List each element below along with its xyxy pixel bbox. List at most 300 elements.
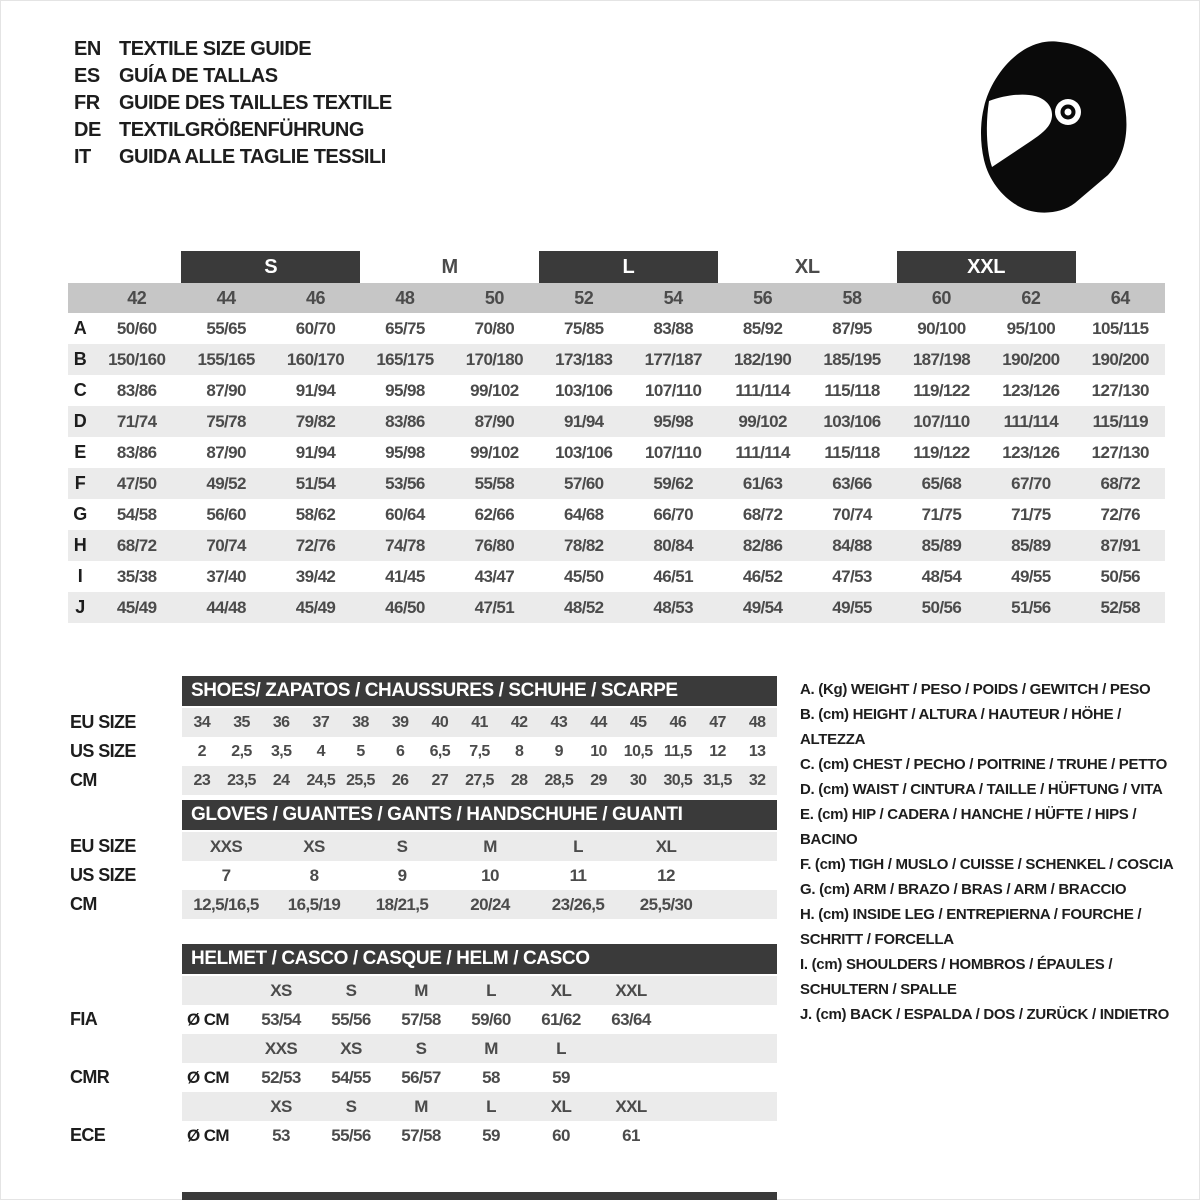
cm-size-cell: 31,5 xyxy=(703,771,732,789)
size-cell: 111/114 xyxy=(986,406,1075,437)
size-column-header: 46 xyxy=(271,283,360,313)
size-cell: 48/52 xyxy=(539,592,628,623)
header-spacer xyxy=(70,676,182,708)
us-size-cell: 6,5 xyxy=(429,742,451,760)
gloves-row-labels xyxy=(70,800,182,919)
size-cell: 91/94 xyxy=(539,406,628,437)
size-band-s: S xyxy=(181,251,360,283)
eu-size-cell: M xyxy=(483,836,497,856)
language-row xyxy=(74,36,392,63)
helmet-size-cell: S xyxy=(345,1096,357,1116)
row-letter: A xyxy=(73,318,87,338)
helmet-size-cell: M xyxy=(414,980,428,1000)
size-cell: 70/80 xyxy=(474,318,515,338)
legend-item: E. (cm) HIP / CADERA / HANCHE / HÜFTE / HIPS / BACINO xyxy=(800,806,1137,848)
legend-item: B. (cm) HEIGHT / ALTURA / HAUTEUR / HÖHE / ALTEZZA xyxy=(800,706,1122,748)
size-cell: 103/106 xyxy=(555,380,613,400)
size-cell: 111/114 xyxy=(735,380,790,400)
size-cell: 87/95 xyxy=(832,318,872,338)
cm-size-row xyxy=(182,890,777,919)
size-cell: 41/45 xyxy=(385,566,425,586)
helmet-standard-label: ECE xyxy=(70,1125,106,1145)
cm-size-cell: 24 xyxy=(272,771,290,789)
helmet-value-row xyxy=(182,1121,777,1150)
helmet-header: HELMET / CASCO / CASQUE / HELM / CASCO xyxy=(182,944,777,974)
size-cell: 46/51 xyxy=(653,566,693,586)
row-letter: G xyxy=(73,504,87,524)
size-cell: 127/130 xyxy=(1091,442,1149,462)
us-size-cell: 2,5 xyxy=(231,742,252,760)
size-band-m: M xyxy=(441,255,458,278)
size-cell: 107/110 xyxy=(645,442,702,462)
size-column-header: 42 xyxy=(92,283,181,313)
size-cell: 55/65 xyxy=(206,318,246,338)
helmet-value-cell: 63/64 xyxy=(611,1009,651,1029)
size-cell: 43/47 xyxy=(474,566,515,586)
us-size-cell: 10 xyxy=(590,742,607,760)
size-cell: 85/92 xyxy=(742,318,783,338)
row-letter: E xyxy=(74,442,86,462)
helmet-value-cell: 59/60 xyxy=(471,1009,511,1029)
us-size-cell: 10 xyxy=(481,865,499,885)
size-column-header: 44 xyxy=(181,283,270,313)
language-code: IT xyxy=(74,146,91,168)
row-label: CM xyxy=(70,770,97,790)
eu-size-cell: 40 xyxy=(431,713,449,731)
size-cell: 53/56 xyxy=(360,468,449,499)
size-column-header: 62 xyxy=(986,283,1075,313)
size-cell: 119/122 xyxy=(913,442,970,462)
helmet-section xyxy=(70,944,777,1150)
size-cell: 48/53 xyxy=(628,592,717,623)
main-size-table xyxy=(68,251,1165,623)
helmet-value-cell: 53/54 xyxy=(261,1009,301,1029)
size-cell: 187/198 xyxy=(897,344,986,375)
us-size-cell: 12 xyxy=(709,742,726,760)
eu-size-cell: 48 xyxy=(748,713,766,731)
helmet-size-cell: L xyxy=(486,1096,496,1116)
size-cell: 71/75 xyxy=(921,504,962,524)
us-size-cell: 7,5 xyxy=(469,742,490,760)
size-cell: 105/115 xyxy=(1092,318,1149,338)
size-cell: 72/76 xyxy=(271,530,360,561)
eu-size-cell: XS xyxy=(303,836,325,856)
cm-size-cell: 25,5/30 xyxy=(639,894,693,914)
spacer-label xyxy=(70,1034,182,1063)
size-cell: 111/114 xyxy=(735,442,790,462)
size-cell: 51/56 xyxy=(986,592,1075,623)
legend-item: A. (Kg) WEIGHT / PESO / POIDS / GEWITCH / PESO xyxy=(800,681,1151,698)
legend-item: H. (cm) INSIDE LEG / ENTREPIERNA / FOURCHE / SCHRITT / FORCELLA xyxy=(800,906,1142,948)
size-cell: 65/75 xyxy=(385,318,425,338)
us-size-cell: 4 xyxy=(316,742,325,760)
size-cell: 75/85 xyxy=(564,318,604,338)
eu-size-cell: 42 xyxy=(510,713,528,731)
eu-size-cell: 36 xyxy=(272,713,290,731)
legend-item: C. (cm) CHEST / PECHO / POITRINE / TRUHE / PETTO xyxy=(800,756,1168,773)
us-size-cell: 5 xyxy=(356,742,365,760)
eu-size-cell: L xyxy=(573,836,583,856)
cm-size-cell: 23,5 xyxy=(227,771,256,789)
row-letter: F xyxy=(68,468,92,499)
language-row xyxy=(74,63,392,90)
size-cell: 185/195 xyxy=(807,344,896,375)
helmet-size-cell: XXL xyxy=(615,1096,647,1116)
cm-size-cell: 16,5/19 xyxy=(287,894,341,914)
language-title: GUIDE DES TAILLES TEXTILE xyxy=(119,92,392,114)
size-cell: 123/126 xyxy=(1002,380,1060,400)
helmet-value-cell: 59 xyxy=(552,1067,570,1087)
legend-item: F. (cm) TIGH / MUSLO / CUISSE / SCHENKEL / COSCIA xyxy=(800,856,1174,873)
size-cell: 70/74 xyxy=(832,504,872,524)
size-cell: 46/52 xyxy=(742,566,783,586)
language-row xyxy=(74,144,392,171)
cm-size-cell: 18/21,5 xyxy=(375,894,429,914)
size-cell: 182/190 xyxy=(718,344,807,375)
size-column-header: 56 xyxy=(718,283,807,313)
helmet-size-cell: XXS xyxy=(264,1038,298,1058)
us-size-cell: 10,5 xyxy=(623,742,653,760)
cm-size-cell: 30 xyxy=(629,771,647,789)
size-band-xxl: XXL xyxy=(897,251,1076,283)
size-column-header: 64 xyxy=(1076,283,1165,313)
cm-size-cell: 24,5 xyxy=(306,771,336,789)
size-cell: 68/72 xyxy=(742,504,783,524)
size-cell: 87/90 xyxy=(206,380,246,400)
eu-size-cell: 34 xyxy=(193,713,211,731)
legend-item: D. (cm) WAIST / CINTURA / TAILLE / HÜFTUNG / VITA xyxy=(800,781,1163,798)
size-cell: 80/84 xyxy=(628,530,717,561)
size-cell: 57/60 xyxy=(539,468,628,499)
size-cell: 87/91 xyxy=(1076,530,1165,561)
helmet-value-cell: 55/56 xyxy=(331,1009,371,1029)
size-cell: 95/98 xyxy=(628,406,717,437)
eu-size-cell: 44 xyxy=(590,713,607,731)
cropped-next-section-bar xyxy=(182,1192,777,1200)
size-cell: 90/100 xyxy=(917,318,966,338)
helmet-size-cell: S xyxy=(345,980,357,1000)
us-size-cell: 11 xyxy=(569,865,587,885)
us-size-cell: 9 xyxy=(554,742,563,760)
size-cell: 46/50 xyxy=(360,592,449,623)
helmet-size-row xyxy=(182,1092,777,1121)
size-cell: 76/80 xyxy=(450,530,539,561)
helmet-value-cell: 57/58 xyxy=(401,1125,441,1145)
size-cell: 67/70 xyxy=(986,468,1075,499)
us-size-cell: 12 xyxy=(657,865,675,885)
eu-size-cell: XL xyxy=(655,836,677,856)
size-cell: 173/183 xyxy=(539,344,628,375)
cm-size-cell: 30,5 xyxy=(663,771,693,789)
size-cell: 68/72 xyxy=(92,530,181,561)
size-cell: 115/118 xyxy=(824,442,880,462)
helmet-size-cell: M xyxy=(484,1038,498,1058)
shoes-row-labels xyxy=(70,676,182,795)
cm-size-cell: 25,5 xyxy=(346,771,375,789)
size-cell: 95/98 xyxy=(385,442,425,462)
size-cell: 83/86 xyxy=(116,442,157,462)
size-cell: 71/74 xyxy=(92,406,181,437)
us-size-cell: 6 xyxy=(396,742,405,760)
eu-size-cell: 41 xyxy=(471,713,488,731)
row-label: CM xyxy=(70,894,97,914)
spacer-label xyxy=(70,976,182,1005)
size-cell: 83/86 xyxy=(116,380,157,400)
language-code: ES xyxy=(74,65,100,87)
size-cell: 44/48 xyxy=(181,592,270,623)
size-cell: 115/118 xyxy=(824,380,880,400)
row-letter: H xyxy=(68,530,92,561)
size-cell: 150/160 xyxy=(92,344,181,375)
helmet-value-cell: 60 xyxy=(552,1125,570,1145)
gloves-header: GLOVES / GUANTES / GANTS / HANDSCHUHE / GUANTI xyxy=(182,800,777,830)
helmet-size-row xyxy=(182,976,777,1005)
diameter-cm-label: Ø CM xyxy=(187,1125,229,1145)
size-cell: 95/98 xyxy=(385,380,425,400)
cm-size-cell: 26 xyxy=(391,771,409,789)
cm-size-cell: 12,5/16,5 xyxy=(193,894,259,914)
eu-size-cell: 39 xyxy=(391,713,409,731)
helmet-value-cell: 56/57 xyxy=(401,1067,441,1087)
size-cell: 83/88 xyxy=(653,318,693,338)
helmet-size-cell: M xyxy=(414,1096,428,1116)
gloves-table xyxy=(182,800,777,919)
eu-size-row xyxy=(182,832,777,861)
eu-size-cell: 35 xyxy=(233,713,250,731)
size-cell: 103/106 xyxy=(807,406,896,437)
size-cell: 58/62 xyxy=(295,504,336,524)
helmet-size-cell: L xyxy=(556,1038,566,1058)
size-cell: 45/49 xyxy=(92,592,181,623)
size-cell: 155/165 xyxy=(181,344,270,375)
size-cell: 45/50 xyxy=(564,566,604,586)
cm-size-cell: 27,5 xyxy=(465,771,494,789)
row-letter: B xyxy=(68,344,92,375)
size-cell: 123/126 xyxy=(1002,442,1060,462)
helmet-size-cell: XL xyxy=(550,980,572,1000)
size-cell: 91/94 xyxy=(295,442,336,462)
size-cell: 84/88 xyxy=(807,530,896,561)
size-cell: 99/102 xyxy=(718,406,807,437)
eu-size-cell: 46 xyxy=(669,713,687,731)
size-cell: 64/68 xyxy=(564,504,604,524)
size-cell: 95/100 xyxy=(1006,318,1056,338)
gloves-section xyxy=(70,800,777,919)
size-cell: 85/89 xyxy=(897,530,986,561)
diameter-cm-label: Ø CM xyxy=(187,1067,229,1087)
size-column-header: 50 xyxy=(450,283,539,313)
helmet-value-cell: 58 xyxy=(482,1067,500,1087)
size-cell: 82/86 xyxy=(718,530,807,561)
band-corner xyxy=(68,283,92,313)
helmet-size-cell: XS xyxy=(270,980,292,1000)
row-label: US SIZE xyxy=(70,865,136,885)
language-title: GUÍA DE TALLAS xyxy=(119,65,278,87)
language-title: TEXTILE SIZE GUIDE xyxy=(119,38,312,60)
eu-size-cell: 37 xyxy=(312,713,330,731)
size-column-header: 60 xyxy=(897,283,986,313)
header-spacer xyxy=(70,944,182,976)
eu-size-cell: 45 xyxy=(629,713,647,731)
helmet-row-labels xyxy=(70,944,182,1150)
us-size-cell: 11,5 xyxy=(663,742,692,760)
size-cell: 66/70 xyxy=(653,504,693,524)
size-cell: 107/110 xyxy=(645,380,702,400)
size-cell: 99/102 xyxy=(470,442,519,462)
helmet-standard-label: FIA xyxy=(70,1009,98,1029)
cm-size-cell: 23/26,5 xyxy=(551,894,605,914)
spacer-label xyxy=(70,1092,182,1121)
helmet-size-cell: XS xyxy=(270,1096,292,1116)
size-cell: 63/66 xyxy=(807,468,896,499)
size-cell: 62/66 xyxy=(474,504,515,524)
size-cell: 50/60 xyxy=(116,318,157,338)
language-code: FR xyxy=(74,92,100,114)
measurement-legend xyxy=(800,677,1188,1027)
size-cell: 74/78 xyxy=(360,530,449,561)
cm-size-cell: 32 xyxy=(748,771,766,789)
size-cell: 71/75 xyxy=(1011,504,1051,524)
cm-size-cell: 20/24 xyxy=(470,894,510,914)
size-cell: 79/82 xyxy=(271,406,360,437)
size-cell: 51/54 xyxy=(271,468,360,499)
size-cell: 61/63 xyxy=(718,468,807,499)
size-cell: 47/51 xyxy=(450,592,539,623)
legend-item: I. (cm) SHOULDERS / HOMBROS / ÉPAULES / SCHULTERN / SPALLE xyxy=(800,956,1113,998)
us-size-cell: 2 xyxy=(197,742,206,760)
helmet-value-cell: 57/58 xyxy=(401,1009,441,1029)
header-spacer xyxy=(70,800,182,832)
eu-size-cell: XXS xyxy=(209,836,243,856)
us-size-cell: 13 xyxy=(748,742,766,760)
language-title: TEXTILGRÖßENFÜHRUNG xyxy=(119,119,364,141)
helmet-value-row xyxy=(182,1063,777,1092)
size-cell: 103/106 xyxy=(555,442,613,462)
us-size-cell: 7 xyxy=(221,865,231,885)
size-cell: 54/58 xyxy=(116,504,157,524)
size-cell: 37/40 xyxy=(206,566,246,586)
us-size-cell: 8 xyxy=(309,865,319,885)
us-size-cell: 9 xyxy=(397,865,407,885)
size-cell: 49/54 xyxy=(718,592,807,623)
size-column-header: 52 xyxy=(539,283,628,313)
helmet-value-cell: 61/62 xyxy=(541,1009,581,1029)
helmet-size-cell: XL xyxy=(550,1096,572,1116)
helmet-size-cell: XXL xyxy=(615,980,647,1000)
cm-size-cell: 23 xyxy=(193,771,211,789)
legend-item: G. (cm) ARM / BRAZO / BRAS / ARM / BRACCIO xyxy=(800,881,1127,898)
size-cell: 47/50 xyxy=(92,468,181,499)
row-label: EU SIZE xyxy=(70,836,136,856)
size-cell: 127/130 xyxy=(1091,380,1149,400)
eu-size-cell: 47 xyxy=(709,713,726,731)
cm-size-cell: 28,5 xyxy=(544,771,574,789)
size-cell: 45/49 xyxy=(271,592,360,623)
size-cell: 119/122 xyxy=(913,380,970,400)
language-row xyxy=(74,117,392,144)
us-size-cell: 8 xyxy=(515,742,524,760)
size-cell: 52/58 xyxy=(1076,592,1165,623)
size-cell: 78/82 xyxy=(539,530,628,561)
helmet-value-cell: 54/55 xyxy=(331,1067,371,1087)
size-cell: 59/62 xyxy=(628,468,717,499)
size-cell: 190/200 xyxy=(986,344,1075,375)
helmet-size-cell: XS xyxy=(340,1038,362,1058)
size-cell: 87/90 xyxy=(206,442,246,462)
helmet-icon xyxy=(975,35,1135,215)
size-cell: 177/187 xyxy=(628,344,717,375)
size-cell: 91/94 xyxy=(295,380,336,400)
legend-item: J. (cm) BACK / ESPALDA / DOS / ZURÜCK / INDIETRO xyxy=(800,1006,1169,1023)
size-cell: 49/52 xyxy=(181,468,270,499)
size-cell: 55/58 xyxy=(450,468,539,499)
size-cell: 115/119 xyxy=(1076,406,1165,437)
helmet-value-cell: 59 xyxy=(482,1125,500,1145)
size-cell: 49/55 xyxy=(807,592,896,623)
size-cell: 85/89 xyxy=(986,530,1075,561)
size-cell: 70/74 xyxy=(181,530,270,561)
size-cell: 48/54 xyxy=(921,566,962,586)
size-cell: 68/72 xyxy=(1076,468,1165,499)
eu-size-row xyxy=(182,708,777,737)
language-title: GUIDA ALLE TAGLIE TESSILI xyxy=(119,146,386,168)
size-cell: 50/56 xyxy=(897,592,986,623)
language-code: DE xyxy=(74,119,101,141)
language-code: EN xyxy=(74,38,101,60)
size-cell: 87/90 xyxy=(450,406,539,437)
size-column-header: 58 xyxy=(807,283,896,313)
helmet-table xyxy=(182,944,777,1150)
us-size-row xyxy=(182,861,777,890)
shoes-table xyxy=(182,676,777,795)
diameter-cm-label: Ø CM xyxy=(187,1009,229,1029)
row-letter: D xyxy=(68,406,92,437)
helmet-size-cell: L xyxy=(486,980,496,1000)
eu-size-cell: S xyxy=(396,836,408,856)
row-letter: C xyxy=(73,380,87,400)
row-letter: J xyxy=(68,592,92,623)
row-letter: I xyxy=(77,566,83,586)
cm-size-row xyxy=(182,766,777,795)
size-column-header: 48 xyxy=(360,283,449,313)
size-band-l: L xyxy=(539,251,718,283)
size-cell: 49/55 xyxy=(1011,566,1051,586)
size-cell: 72/76 xyxy=(1100,504,1141,524)
size-cell: 165/175 xyxy=(360,344,449,375)
size-cell: 39/42 xyxy=(295,566,336,586)
size-column-header: 54 xyxy=(628,283,717,313)
cm-size-cell: 29 xyxy=(590,771,607,789)
row-label: EU SIZE xyxy=(70,712,136,732)
size-cell: 60/64 xyxy=(385,504,425,524)
eu-size-cell: 38 xyxy=(352,713,369,731)
helmet-value-cell: 53 xyxy=(272,1125,290,1145)
size-cell: 65/68 xyxy=(897,468,986,499)
size-cell: 75/78 xyxy=(181,406,270,437)
language-row xyxy=(74,90,392,117)
helmet-value-row xyxy=(182,1005,777,1034)
size-cell: 47/53 xyxy=(832,566,872,586)
helmet-standard-label: CMR xyxy=(70,1067,110,1087)
eu-size-cell: 43 xyxy=(550,713,568,731)
helmet-value-cell: 55/56 xyxy=(331,1125,371,1145)
cm-size-cell: 27 xyxy=(431,771,449,789)
size-cell: 83/86 xyxy=(360,406,449,437)
size-cell: 190/200 xyxy=(1076,344,1165,375)
size-band-xl: XL xyxy=(794,255,820,278)
size-cell: 99/102 xyxy=(470,380,519,400)
size-cell: 170/180 xyxy=(450,344,539,375)
